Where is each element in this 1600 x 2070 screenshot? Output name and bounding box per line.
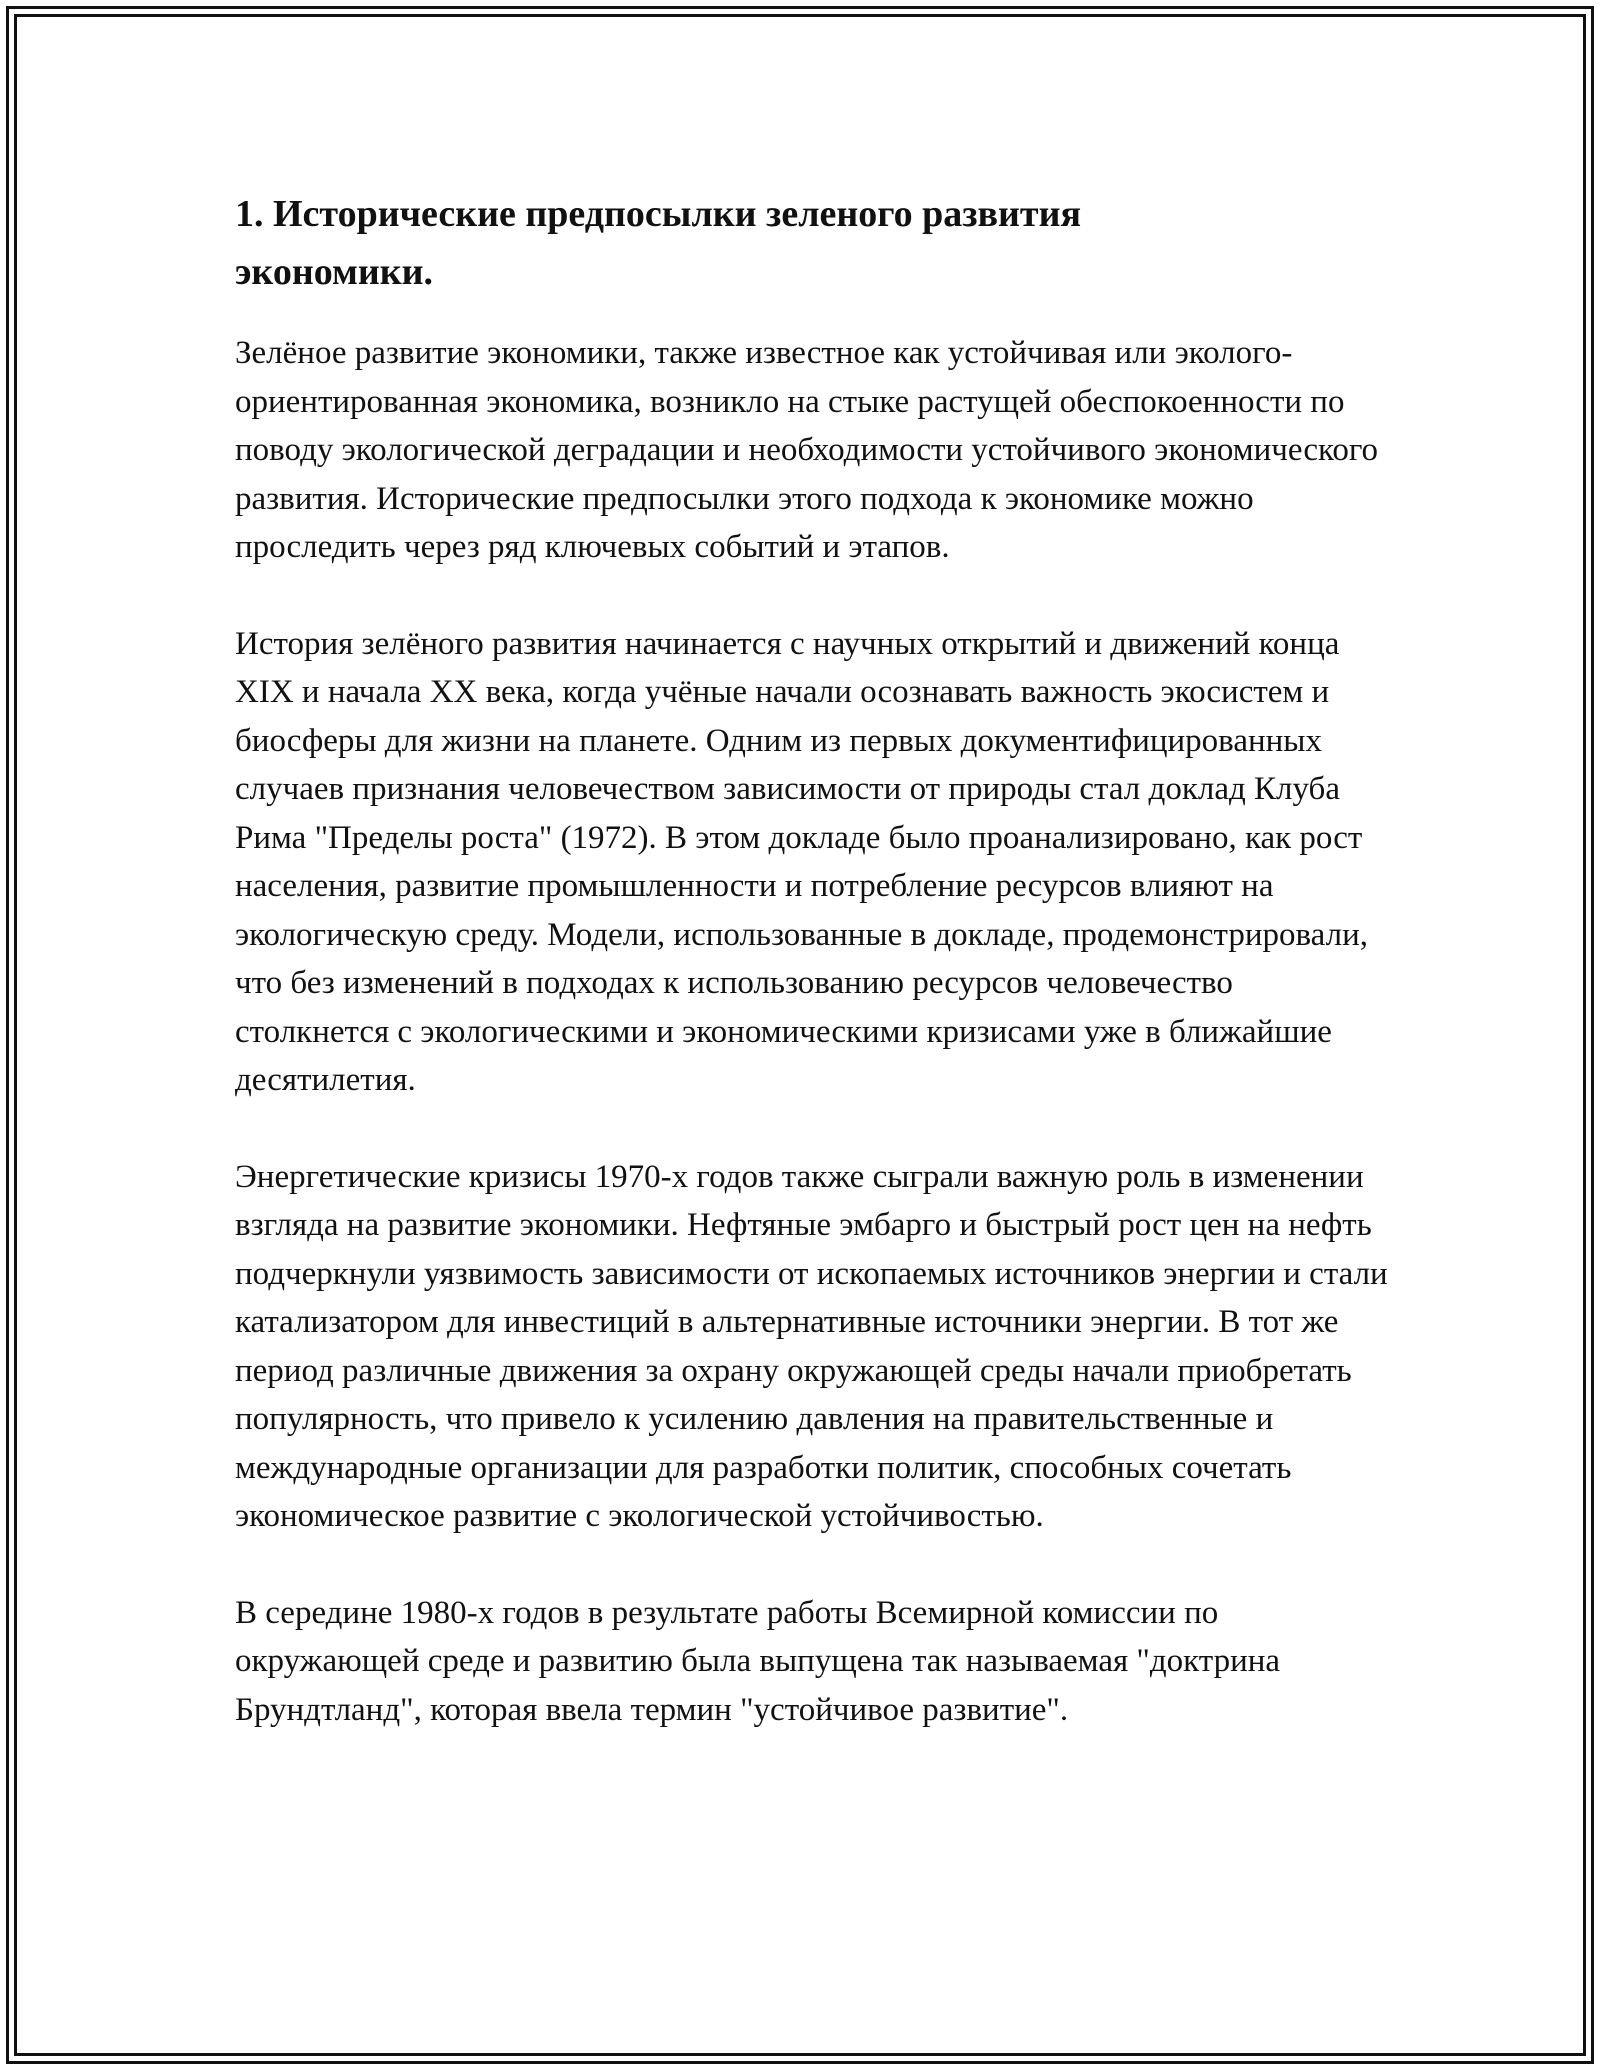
paragraph-intro: Зелёное развитие экономики, также известное как устойчивая или эколого-ориентированная экономика, возникло на стыке растущей обеспокоенности по поводу экологической деградации и необходимости устойчивого экономического развития. Исторические предпосылки этого подхода к экономике можно проследить через ряд ключевых событий и этапов. [235,335,1379,565]
document-body [235,185,1395,1782]
section-heading: 1. Исторические предпосылки зеленого развития экономики. [235,193,1082,293]
paragraph-history: История зелёного развития начинается с научных открытий и движений конца XIX и начала XX века, когда учёные начали осознавать важность экосистем и биосферы для жизни на планете. Одним из первых документифицированных случаев признания человечеством зависимости от природы стал доклад Клуба Рима "Пределы роста" (1972). В этом докладе было проанализировано, как рост населения, развитие промышленности и потребление ресурсов влияют на экологическую среду. Модели, использованные в докладе, продемонстрировали, что без изменений в подходах к использованию ресурсов человечество столкнется с экологическими и экономическими кризисами уже в ближайшие десятилетия. [235,625,1368,1098]
paragraph-brundtland: В середине 1980-х годов в результате работы Всемирной комиссии по окружающей среде и развитию была выпущена так называемая "доктрина Брундтланд", которая ввела термин "устойчивое развитие". [235,1594,1281,1728]
paragraph-energy-crises: Энергетические кризисы 1970-х годов также сыграли важную роль в изменении взгляда на развитие экономики. Нефтяные эмбарго и быстрый рост цен на нефть подчеркнули уязвимость зависимости от ископаемых источников энергии и стали катализатором для инвестиций в альтернативные источники энергии. В тот же период различные движения за охрану окружающей среды начали приобретать популярность, что привело к усилению давления на правительственные и международные организации для разработки политик, способных сочетать экономическое развитие с экологической устойчивостью. [235,1158,1388,1534]
